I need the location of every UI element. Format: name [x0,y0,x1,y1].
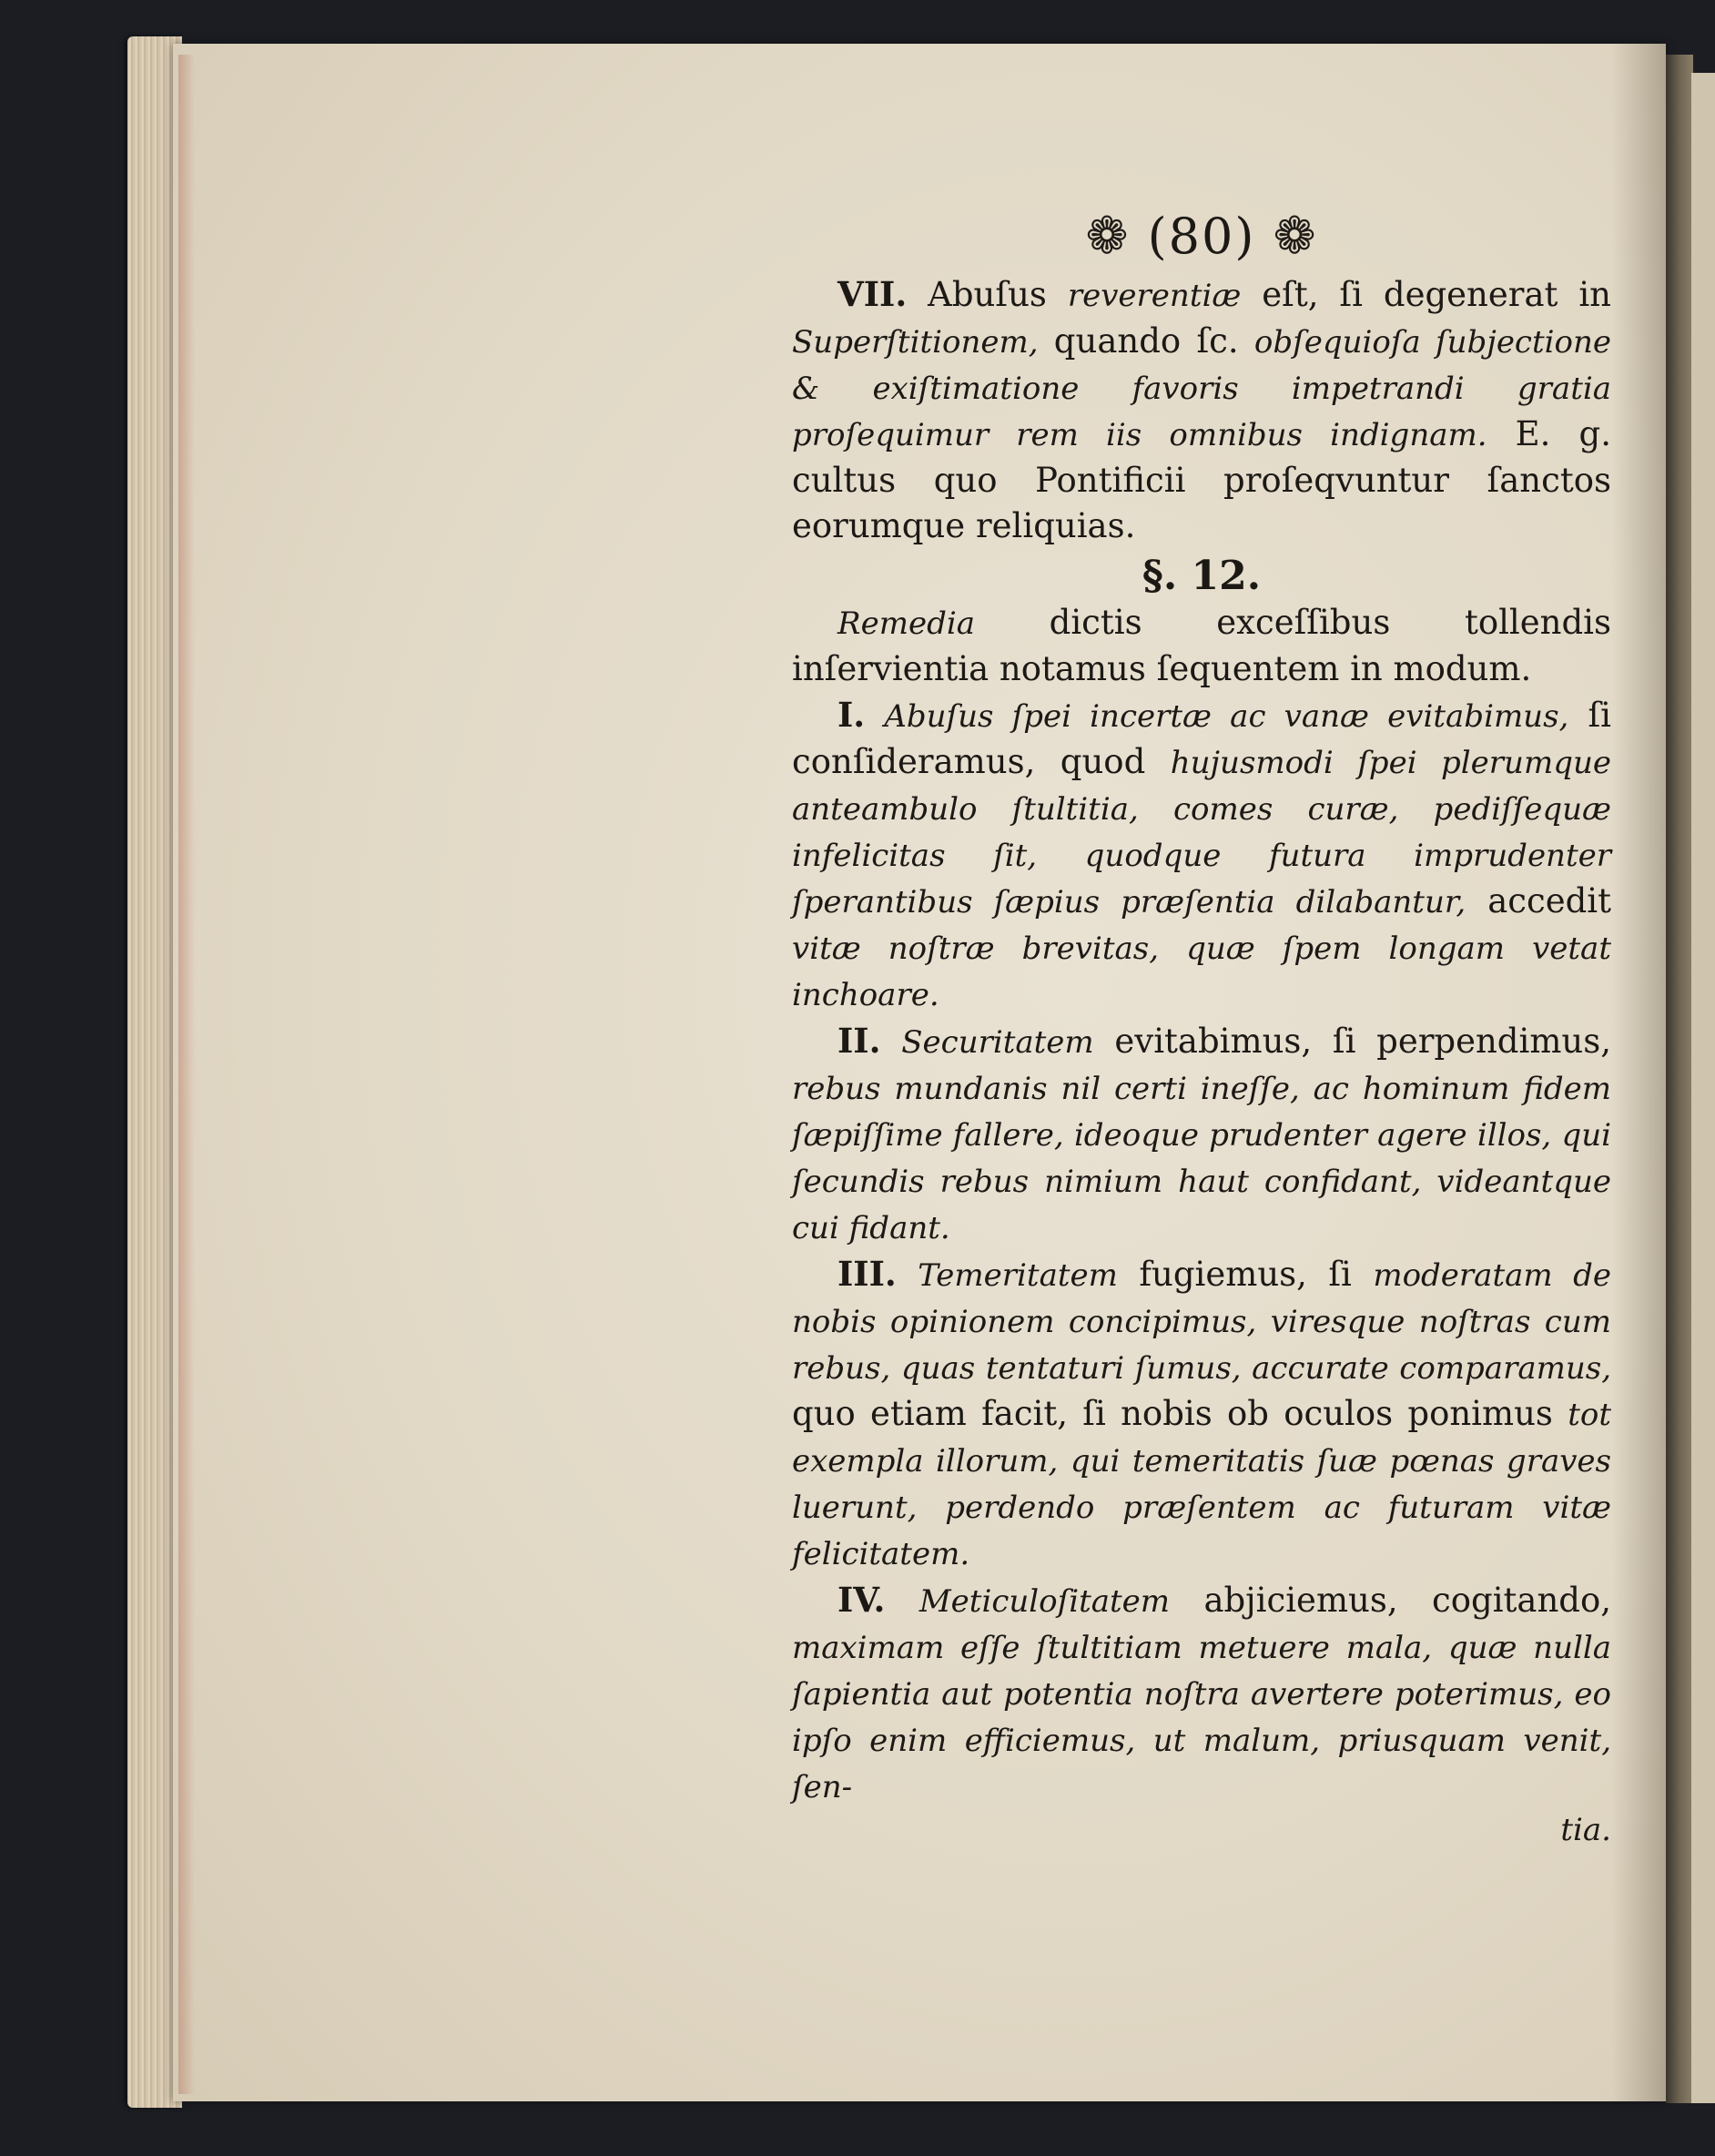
paragraph-iii: III. Temeritatem fugiemus, ſi moderatam de nobis opinionem concipimus, viresque noſtras cum rebus, quas tentaturi ſumus, accurate comparamus, quo etiam facit, ſi nobis ob oculos ponimus tot exempla illorum, qui temeritatis ſuæ pœnas graves luerunt, perdendo præſentem ac futuram vitæ felicitatem. [792,1254,1611,1572]
text-block [792,208,1611,1850]
paragraph-intro: Remedia dictis exceſſibus tollendis inſervientia notamus ſequentem in modum. [792,603,1611,688]
paragraph-number: III. [837,1254,897,1294]
paragraph-number: VII. [837,274,908,314]
paragraph-number: IV. [837,1580,886,1620]
paragraph-iv: IV. Meticuloſitatem abjiciemus, cogitando, maximam eſſe ſtultitiam metuere mala, quæ nulla ſapientia aut potentia noſtra avertere poterimus, eo ipſo enim efficiemus, ut malum, priusquam venit, ſen- [792,1580,1612,1805]
paragraph-number: II. [837,1021,881,1061]
page-number: (80) [1147,208,1256,265]
paragraph-number: I. [837,695,866,735]
section-heading: §. 12. [1142,553,1262,599]
page-curvature-shadow [1611,44,1666,2101]
catchword: tia. [1560,1812,1611,1848]
page-header [792,208,1611,266]
page-stain [178,55,195,2094]
paragraph-i: I. Abuſus ſpei incertæ ac vanæ evitabimus, ſi conſideramus, quod hujusmodi ſpei plerumque anteambulo ſtultitia, comes curæ, pediſſequæ infelicitas ſit, quodque futura imprudenter ſperantibus ſæpius præſentia dilabantur, accedit vitæ noſtræ brevitas, quæ ſpem longam vetat inchoare. [792,695,1612,1013]
paragraph-vii: VII. Abuſus reverentiæ eſt, ſi degenerat in Superſtitionem, quando ſc. obſequioſa ſubjectione & exiſtimatione favoris impetrandi gratia proſequimur rem iis omnibus indignam. E. g. cultus quo Pontificii proſeqvuntur ſanctos eorumque reliquias. [792,274,1612,545]
facing-page-edge [1691,73,1715,2103]
paragraph-ii: II. Securitatem evitabimus, ſi perpendimus, rebus mundanis nil certi ineſſe, ac hominum fidem ſæpiſſime fallere, ideoque prudenter agere illos, qui ſecundis rebus nimium haut confidant, videantque cui fidant. [792,1021,1611,1246]
book-gutter [1666,55,1693,2103]
ornament-right-icon: ❁ [1273,207,1318,266]
ornament-left-icon: ❁ [1085,207,1131,266]
